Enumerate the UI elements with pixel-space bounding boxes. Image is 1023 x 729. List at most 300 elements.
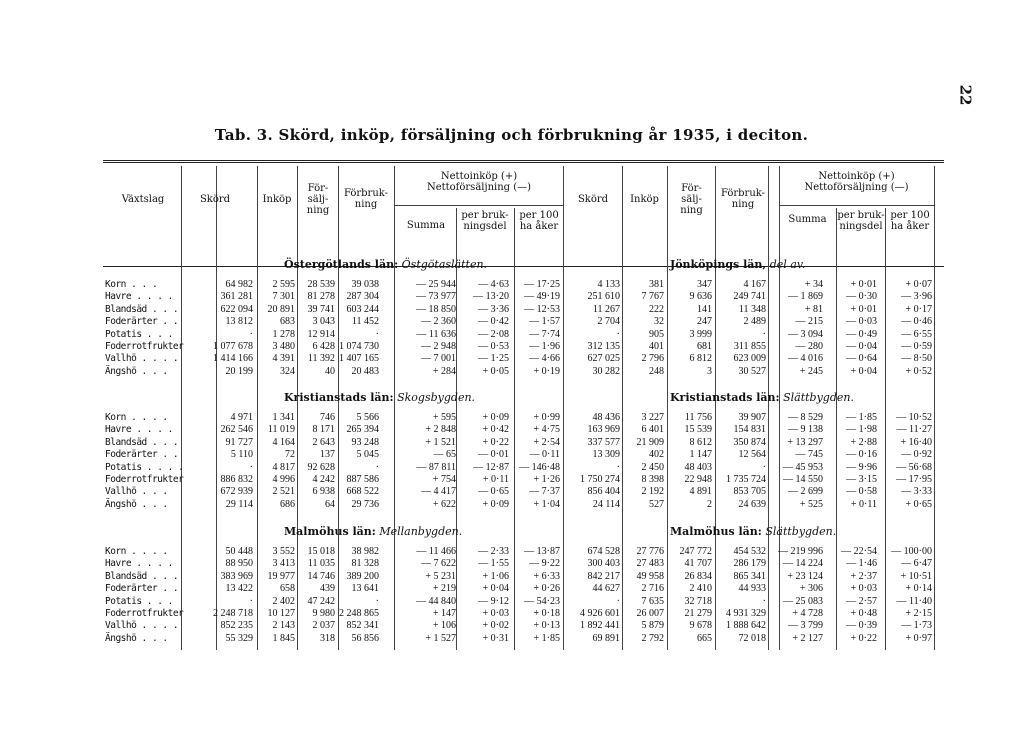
table-cell: 361 281 <box>220 291 253 303</box>
header-netto: Nettoinköp (+) Nettoförsäljning (—) <box>426 171 532 193</box>
table-cell: + 2 848 <box>425 424 456 436</box>
table-cell: 402 <box>649 449 664 461</box>
table-cell: — 2 699 <box>788 486 823 498</box>
table-cell: 39 741 <box>307 303 335 315</box>
table-cell: — 280 <box>795 341 823 352</box>
table-cell: + 2·88 <box>850 436 877 448</box>
table-cell: 887 586 <box>346 474 379 485</box>
table-cell: · <box>249 328 253 340</box>
table-cell: 852 341 <box>346 620 379 632</box>
table-cell: — 25 944 <box>416 279 456 290</box>
table-cell: — 4 417 <box>421 486 456 498</box>
table-cell: + 0·19 <box>533 365 560 377</box>
page-number: 22 <box>956 84 975 106</box>
header-forbrukning-r: Förbruk- ning <box>720 188 766 210</box>
table-cell: + 0·42 <box>482 424 509 436</box>
table-cell: + 2·54 <box>533 436 560 448</box>
table-cell: + 219 <box>432 583 456 595</box>
table-cell: + 622 <box>432 498 456 510</box>
table-cell: 11 348 <box>738 303 766 315</box>
table-cell: 347 <box>697 279 712 290</box>
table-cell: 249 741 <box>733 291 766 303</box>
table-cell: · <box>616 595 620 607</box>
table-cell: — 18 850 <box>416 303 456 315</box>
table-cell: + 1 521 <box>425 436 456 448</box>
header-rule <box>103 266 944 267</box>
table-cell: 11 035 <box>307 558 335 570</box>
table-cell: · <box>616 328 620 340</box>
section-region: Mellanbygden. <box>375 525 463 538</box>
header-per-brukningsdel: per bruk- ningsdel <box>461 210 509 232</box>
table-cell: — 2·33 <box>478 546 509 557</box>
table-cell: 265 394 <box>346 424 379 436</box>
table-cell: · <box>616 461 620 473</box>
table-cell: 22 948 <box>684 474 712 485</box>
table-cell: 251 610 <box>587 291 620 303</box>
table-cell: — 49·19 <box>524 291 560 303</box>
table-cell: + 0·09 <box>482 498 509 510</box>
table-cell: — 0·42 <box>478 316 509 328</box>
table-cell: + 0·65 <box>905 498 932 510</box>
table-cell: + 0·97 <box>905 632 932 644</box>
table-cell: 32 <box>654 316 664 328</box>
table-cell: — 215 <box>795 316 823 328</box>
column-divider <box>667 166 668 650</box>
table-cell: — 25 083 <box>783 595 823 607</box>
table-cell: + 0·22 <box>850 632 877 644</box>
row-label: Blandsäd . . . <box>105 570 179 582</box>
table-cell: + 0·52 <box>905 365 932 377</box>
table-cell: 746 <box>320 412 335 423</box>
table-cell: 247 772 <box>679 546 712 557</box>
table-cell: + 2·15 <box>905 608 932 619</box>
table-cell: 627 025 <box>587 353 620 365</box>
table-cell: 92 628 <box>307 461 335 473</box>
header-skord-r: Skörd <box>577 194 609 205</box>
table-cell: — 0·04 <box>846 341 877 352</box>
table-cell: + 6·33 <box>533 570 560 582</box>
table-cell: — 0·46 <box>901 316 932 328</box>
table-cell: · <box>762 595 766 607</box>
table-cell: 4 996 <box>272 474 295 485</box>
table-cell: 11 756 <box>684 412 712 423</box>
table-cell: 11 452 <box>351 316 379 328</box>
table-cell: 11 267 <box>592 303 620 315</box>
row-label: Korn . . . <box>105 279 158 290</box>
table-cell: + 0·48 <box>850 608 877 619</box>
table-cell: 3 999 <box>689 328 712 340</box>
column-divider <box>514 208 515 650</box>
table-cell: 14 746 <box>307 570 335 582</box>
table-cell: — 9·96 <box>846 461 877 473</box>
table-cell: 5 110 <box>230 449 253 461</box>
table-cell: 2 521 <box>272 486 295 498</box>
row-label: Foderärter . . <box>105 449 179 461</box>
table-cell: — 13·87 <box>524 546 560 557</box>
table-cell: 15 018 <box>307 546 335 557</box>
table-cell: 2 716 <box>641 583 664 595</box>
table-cell: 69 891 <box>592 632 620 644</box>
table-cell: + 4 728 <box>792 608 823 619</box>
table-cell: — 4·63 <box>478 279 509 290</box>
row-label: Foderärter . . <box>105 316 179 328</box>
table-cell: 40 <box>325 365 335 377</box>
table-cell: — 3·33 <box>901 486 932 498</box>
table-cell: 141 <box>697 303 712 315</box>
table-cell: + 0·31 <box>482 632 509 644</box>
subheader-rule <box>779 205 934 206</box>
table-cell: 852 235 <box>220 620 253 632</box>
table-cell: — 1·55 <box>478 558 509 570</box>
table-cell: 4 817 <box>272 461 295 473</box>
table-cell: + 0·03 <box>482 608 509 619</box>
table-cell: + 754 <box>432 474 456 485</box>
row-label: Potatis . . . <box>105 328 173 340</box>
table-cell: · <box>762 328 766 340</box>
table-cell: — 745 <box>795 449 823 461</box>
table-cell: + 5 231 <box>425 570 456 582</box>
row-label: Vallhö . . . <box>105 486 168 498</box>
header-summa-r: Summa <box>788 214 827 225</box>
row-label: Potatis . . . <box>105 595 173 607</box>
table-cell: + 81 <box>804 303 823 315</box>
table-cell: — 3·36 <box>478 303 509 315</box>
table-cell: — 0·03 <box>846 316 877 328</box>
table-cell: 72 018 <box>738 632 766 644</box>
table-cell: 20 483 <box>351 365 379 377</box>
table-cell: 21 279 <box>684 608 712 619</box>
table-cell: 20 891 <box>267 303 295 315</box>
table-cell: 6 938 <box>312 486 335 498</box>
table-cell: 7 767 <box>641 291 664 303</box>
table-cell: 665 <box>697 632 712 644</box>
table-cell: — 17·25 <box>524 279 560 290</box>
section-region: Slättbygden. <box>761 525 837 538</box>
table-cell: — 9·12 <box>478 595 509 607</box>
table-cell: — 1·85 <box>846 412 877 423</box>
table-cell: + 245 <box>799 365 823 377</box>
table-cell: + 525 <box>799 498 823 510</box>
header-netto-r: Nettoinköp (+) Nettoförsäljning (—) <box>804 171 909 193</box>
table-cell: + 0·02 <box>482 620 509 632</box>
row-label: Potatis . . . . <box>105 461 184 473</box>
row-label: Foderrotfrukter <box>105 341 184 352</box>
table-cell: 2 248 718 <box>213 608 253 619</box>
section-county: Malmöhus län: <box>670 525 762 538</box>
top-rule-2 <box>103 162 944 163</box>
section-title-left <box>284 258 487 271</box>
table-cell: — 73 977 <box>416 291 456 303</box>
row-label: Foderrotfrukter <box>105 608 184 619</box>
table-cell: — 1·57 <box>529 316 560 328</box>
table-cell: — 10·52 <box>896 412 932 423</box>
table-cell: 4 133 <box>597 279 620 290</box>
table-cell: + 0·26 <box>533 583 560 595</box>
table-cell: 12 564 <box>738 449 766 461</box>
table-cell: 318 <box>320 632 335 644</box>
table-cell: — 8·50 <box>901 353 932 365</box>
row-label: Vallhö . . . . <box>105 620 179 632</box>
table-cell: 3 227 <box>641 412 664 423</box>
section-region: Skogsbygden. <box>393 391 476 404</box>
table-cell: — 219 996 <box>778 546 823 557</box>
table-cell: 27 483 <box>636 558 664 570</box>
table-cell: — 0·59 <box>901 341 932 352</box>
table-cell: — 6·47 <box>901 558 932 570</box>
table-cell: 8 398 <box>641 474 664 485</box>
table-cell: 886 832 <box>220 474 253 485</box>
table-cell: 1 278 <box>272 328 295 340</box>
table-cell: + 1 527 <box>425 632 456 644</box>
table-cell: 381 <box>649 279 664 290</box>
table-cell: 312 135 <box>587 341 620 352</box>
table-cell: 5 566 <box>356 412 379 423</box>
table-cell: 5 879 <box>641 620 664 632</box>
row-label: Blandsäd . . . <box>105 436 179 448</box>
row-label: Blandsäd . . . <box>105 303 179 315</box>
table-cell: 623 009 <box>733 353 766 365</box>
table-cell: — 4·66 <box>529 353 560 365</box>
table-cell: — 12·53 <box>524 303 560 315</box>
table-cell: 622 094 <box>220 303 253 315</box>
table-cell: 154 831 <box>733 424 766 436</box>
header-summa: Summa <box>406 220 446 231</box>
table-cell: 10 127 <box>267 608 295 619</box>
table-cell: — 7 622 <box>421 558 456 570</box>
table-cell: 163 969 <box>587 424 620 436</box>
table-cell: 454 532 <box>733 546 766 557</box>
table-cell: — 0·92 <box>901 449 932 461</box>
table-cell: 21 909 <box>636 436 664 448</box>
table-cell: — 146·48 <box>519 461 560 473</box>
table-cell: + 34 <box>804 279 823 290</box>
table-cell: 30 282 <box>592 365 620 377</box>
table-cell: 26 834 <box>684 570 712 582</box>
table-cell: 383 969 <box>220 570 253 582</box>
table-cell: — 3·96 <box>901 291 932 303</box>
table-cell: 1 888 642 <box>726 620 766 632</box>
table-cell: 1 750 274 <box>580 474 620 485</box>
table-cell: 44 627 <box>592 583 620 595</box>
section-county: Kristianstads län: <box>284 391 394 404</box>
section-county: Kristianstads län: <box>670 391 780 404</box>
header-inkop: Inköp <box>262 194 292 205</box>
table-cell: 1 735 724 <box>726 474 766 485</box>
table-cell: 439 <box>320 583 335 595</box>
table-cell: 2 792 <box>641 632 664 644</box>
table-cell: 842 217 <box>587 570 620 582</box>
row-label: Ängshö . . . <box>105 498 168 510</box>
table-cell: 350 874 <box>733 436 766 448</box>
header-skord: Skörd <box>199 194 231 205</box>
table-cell: 39 907 <box>738 412 766 423</box>
table-cell: + 0·05 <box>482 365 509 377</box>
table-cell: — 8 529 <box>788 412 823 423</box>
table-cell: 674 528 <box>587 546 620 557</box>
row-label: Havre . . . . <box>105 424 173 436</box>
table-cell: — 45 953 <box>783 461 823 473</box>
table-cell: · <box>249 595 253 607</box>
table-cell: 30 527 <box>738 365 766 377</box>
table-cell: + 306 <box>799 583 823 595</box>
table-cell: 39 038 <box>351 279 379 290</box>
table-cell: 2 410 <box>689 583 712 595</box>
table-cell: 262 546 <box>220 424 253 436</box>
table-cell: 4 931 329 <box>726 608 766 619</box>
section-title-right <box>670 391 854 404</box>
table-cell: — 14 224 <box>783 558 823 570</box>
table-cell: 44 933 <box>738 583 766 595</box>
table-cell: — 3 094 <box>788 328 823 340</box>
table-cell: 64 <box>325 498 335 510</box>
table-cell: — 44 840 <box>416 595 456 607</box>
table-cell: + 1·26 <box>533 474 560 485</box>
column-divider <box>715 166 716 650</box>
table-cell: 4 391 <box>272 353 295 365</box>
table-cell: — 0·30 <box>846 291 877 303</box>
table-cell: 401 <box>649 341 664 352</box>
table-cell: — 1 869 <box>788 291 823 303</box>
table-cell: 1 845 <box>272 632 295 644</box>
table-cell: — 1·46 <box>846 558 877 570</box>
table-cell: — 1·96 <box>529 341 560 352</box>
table-cell: 248 <box>649 365 664 377</box>
column-divider <box>934 166 935 650</box>
table-cell: + 147 <box>432 608 456 619</box>
table-cell: 287 304 <box>346 291 379 303</box>
table-cell: 527 <box>649 498 664 510</box>
table-cell: + 0·13 <box>533 620 560 632</box>
table-cell: 856 404 <box>587 486 620 498</box>
table-cell: + 0·11 <box>850 498 877 510</box>
table-cell: — 0·65 <box>478 486 509 498</box>
table-cell: 24 639 <box>738 498 766 510</box>
table-cell: 1 341 <box>272 412 295 423</box>
column-divider <box>885 208 886 650</box>
table-cell: · <box>375 328 379 340</box>
table-cell: 1 414 166 <box>213 353 253 365</box>
table-cell: — 2 948 <box>421 341 456 352</box>
table-cell: + 4·75 <box>533 424 560 436</box>
header-forbrukning: Förbruk- ning <box>343 188 389 210</box>
table-cell: — 14 550 <box>783 474 823 485</box>
table-cell: — 12·87 <box>473 461 509 473</box>
row-label: Havre . . . . <box>105 291 173 303</box>
table-cell: — 1·73 <box>901 620 932 632</box>
table-cell: — 0·58 <box>846 486 877 498</box>
section-title-right <box>670 525 836 538</box>
table-cell: — 6·55 <box>901 328 932 340</box>
table-cell: + 0·04 <box>482 583 509 595</box>
table-cell: 300 403 <box>587 558 620 570</box>
section-region: del av. <box>766 258 806 271</box>
table-cell: — 22·54 <box>841 546 877 557</box>
table-cell: 3 480 <box>272 341 295 352</box>
table-cell: — 2·57 <box>846 595 877 607</box>
table-cell: 50 448 <box>225 546 253 557</box>
table-cell: + 0·99 <box>533 412 560 423</box>
table-cell: — 0·39 <box>846 620 877 632</box>
table-cell: 47 242 <box>307 595 335 607</box>
table-cell: 9 678 <box>689 620 712 632</box>
table-cell: — 65 <box>433 449 456 461</box>
table-cell: 6 428 <box>312 341 335 352</box>
table-cell: + 16·40 <box>900 436 932 448</box>
table-cell: — 13·20 <box>473 291 509 303</box>
table-cell: 9 980 <box>312 608 335 619</box>
table-cell: 2 248 865 <box>339 608 379 619</box>
table-cell: 72 <box>285 449 295 461</box>
subheader-rule <box>394 205 564 206</box>
table-cell: + 1·85 <box>533 632 560 644</box>
row-label: Vallhö . . . . <box>105 353 179 365</box>
table-cell: 4 242 <box>312 474 335 485</box>
table-cell: 41 707 <box>684 558 712 570</box>
table-cell: 1 077 678 <box>213 341 253 352</box>
table-cell: 905 <box>649 328 664 340</box>
table-cell: — 11 636 <box>416 328 456 340</box>
table-cell: 865 341 <box>733 570 766 582</box>
table-cell: 6 812 <box>689 353 712 365</box>
table-cell: 4 891 <box>689 486 712 498</box>
section-county: Malmöhus län: <box>284 525 376 538</box>
table-cell: 4 926 601 <box>580 608 620 619</box>
table-cell: 2 796 <box>641 353 664 365</box>
table-cell: — 0·49 <box>846 328 877 340</box>
header-per-100-r: per 100 ha åker <box>890 210 930 232</box>
table-cell: — 0·64 <box>846 353 877 365</box>
table-cell: 4 164 <box>272 436 295 448</box>
row-label: Foderrotfrukter <box>105 474 184 485</box>
table-cell: + 10·51 <box>900 570 932 582</box>
table-cell: 2 <box>707 498 712 510</box>
table-cell: + 2·37 <box>850 570 877 582</box>
table-cell: 49 958 <box>636 570 664 582</box>
table-cell: 3 043 <box>312 316 335 328</box>
table-cell: 13 309 <box>592 449 620 461</box>
table-cell: · <box>762 461 766 473</box>
table-cell: · <box>375 595 379 607</box>
table-cell: 311 855 <box>733 341 766 352</box>
table-cell: 853 705 <box>733 486 766 498</box>
table-cell: 2 595 <box>272 279 295 290</box>
table-cell: — 0·01 <box>478 449 509 461</box>
table-cell: — 7·37 <box>529 486 560 498</box>
table-cell: 2 402 <box>272 595 295 607</box>
table-cell: 681 <box>697 341 712 352</box>
table-cell: + 0·22 <box>482 436 509 448</box>
table-cell: 38 982 <box>351 546 379 557</box>
table-cell: + 0·14 <box>905 583 932 595</box>
table-cell: 81 278 <box>307 291 335 303</box>
table-cell: — 7·74 <box>529 328 560 340</box>
table-cell: + 0·01 <box>850 279 877 290</box>
row-label: Korn . . . . <box>105 412 168 423</box>
table-cell: 2 143 <box>272 620 295 632</box>
table-cell: 683 <box>280 316 295 328</box>
table-cell: + 595 <box>432 412 456 423</box>
table-cell: 27 776 <box>636 546 664 557</box>
table-cell: — 9 138 <box>788 424 823 436</box>
column-divider <box>622 166 623 650</box>
column-divider <box>394 166 395 650</box>
table-cell: — 1·25 <box>478 353 509 365</box>
table-cell: + 0·01 <box>850 303 877 315</box>
table-cell: · <box>249 461 253 473</box>
header-per-100: per 100 ha åker <box>519 210 559 232</box>
table-cell: 603 244 <box>346 303 379 315</box>
table-cell: + 0·17 <box>905 303 932 315</box>
